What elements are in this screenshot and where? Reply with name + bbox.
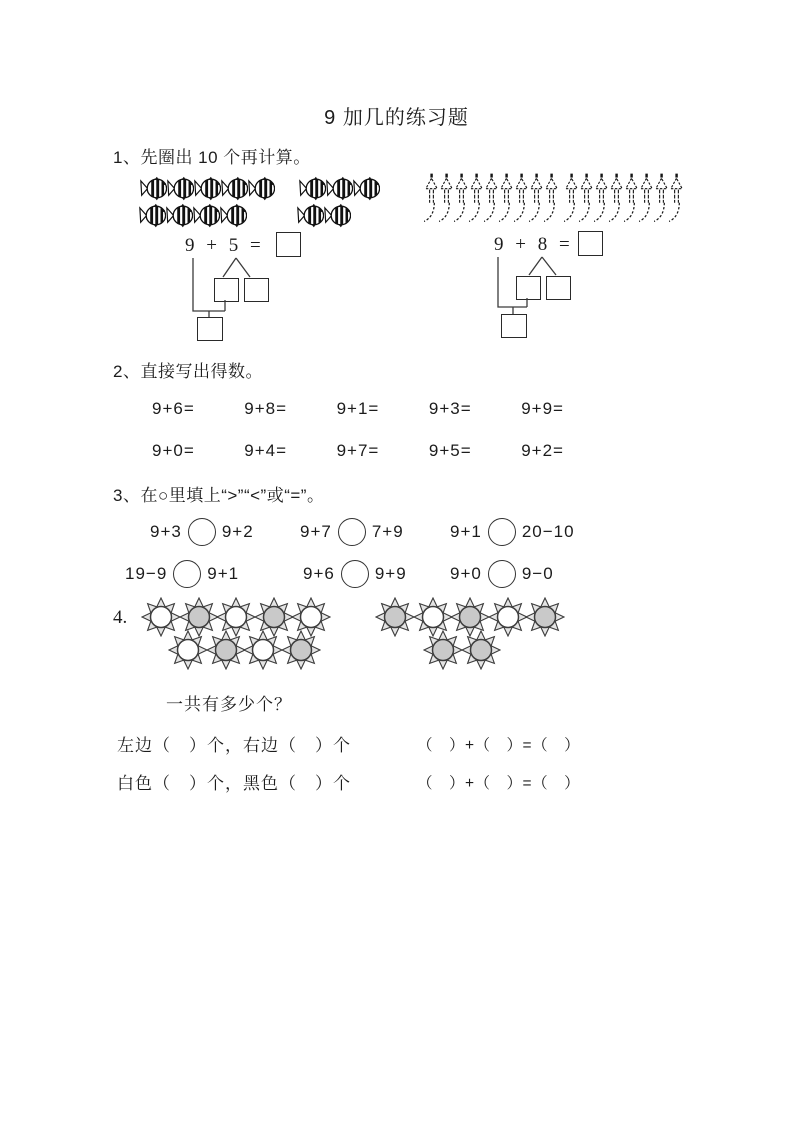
fish-icon [140,176,167,201]
q1-left-decomp-box-2 [244,278,269,302]
equation-item: 9+8= [244,399,288,418]
sun-icon [206,630,246,670]
sun-row-right-2 [423,630,498,670]
right-expression: 9−0 [521,563,554,583]
fish-icon [221,176,248,201]
chick-icon [454,171,469,225]
comparison-group [300,517,404,546]
left-expression: 9+1 [450,521,482,541]
equation-item: 9+6= [152,399,195,418]
comparison-circle [173,560,201,588]
q1-left-decomp-box-3 [197,317,223,341]
sun-icon [525,597,565,637]
q4-line2-text: 白色（ ）个，黑色（ ）个 [117,774,351,793]
q2-row-1 [152,399,564,419]
sun-row-left-2 [168,630,318,670]
comparison-circle [341,560,369,588]
q1-left-decomp-box-1 [214,278,239,302]
comparison-circle [338,518,366,546]
right-expression: 20−10 [521,521,575,541]
comparison-circle [488,518,516,546]
equation-item: 9+4= [244,441,288,460]
left-expression: 19−9 [125,563,168,583]
chick-group-left [424,171,559,225]
left-expression: 9+7 [300,521,332,541]
q1-left-answer-box [276,232,301,257]
chick-icon [544,171,559,225]
q2-label: 2、直接写出得数。 [113,362,263,381]
comparison-group [303,559,407,588]
fish-icon [166,203,193,228]
equation-item: 9+0= [152,441,195,460]
equation-item: 9+1= [336,399,380,418]
q4-number: 4. [113,607,128,628]
chick-icon [514,171,529,225]
q1-left-equation: 9 + 5 = [185,235,261,256]
equation-item: 9+5= [428,441,472,460]
fish-icon [167,176,194,201]
q4-line1-text: 左边（ ）个，右边（ ）个 [117,736,351,755]
fish-icon [193,203,220,228]
page-title: 9 加几的练习题 [324,107,469,129]
chick-icon [529,171,544,225]
chick-icon [579,171,594,225]
fish-icon [326,176,353,201]
sun-icon [423,630,463,670]
chick-group-right [564,171,684,225]
equation-item: 9+7= [336,441,380,460]
chick-icon [594,171,609,225]
chick-icon [439,171,454,225]
q3-label: 3、在○里填上“>”“<”或“=”。 [113,486,325,505]
fish-icon [299,176,326,201]
fish-row-1-left [140,176,275,201]
left-expression: 9+3 [150,521,182,541]
fish-row-2-right [297,203,351,228]
right-expression: 9+1 [207,563,240,583]
right-expression: 7+9 [371,521,404,541]
fish-icon [324,203,351,228]
fish-icon [297,203,324,228]
q1-right-decomp-box-2 [546,276,571,300]
q4-question: 一共有多少个？ [166,695,292,714]
chick-icon [639,171,654,225]
q1-right-decomp-box-3 [501,314,527,338]
chick-icon [609,171,624,225]
sun-icon [281,630,321,670]
q4-line2-equation: （ ）+（ ）=（ ） [417,775,581,792]
chick-icon [669,171,684,225]
sun-icon [375,597,415,637]
chick-icon [469,171,484,225]
fish-icon [248,176,275,201]
chick-icon [624,171,639,225]
equation-item: 9+9= [521,399,564,418]
q1-label: 1、先圈出 10 个再计算。 [113,148,311,167]
chick-icon [654,171,669,225]
fish-icon [220,203,247,228]
fish-icon [353,176,380,201]
left-expression: 9+0 [450,563,482,583]
q1-right-decomp-box-1 [516,276,541,300]
sun-icon [243,630,283,670]
right-expression: 9+2 [221,521,254,541]
chick-icon [424,171,439,225]
chick-icon [499,171,514,225]
right-expression: 9+9 [374,563,407,583]
comparison-group [450,559,554,588]
fish-row-2-left [139,203,247,228]
comparison-circle [488,560,516,588]
comparison-group [450,517,575,546]
left-expression: 9+6 [303,563,335,583]
chick-icon [564,171,579,225]
comparison-circle [188,518,216,546]
fish-icon [194,176,221,201]
q2-row-2 [152,441,564,461]
chick-icon [484,171,499,225]
sun-icon [168,630,208,670]
q1-right-answer-box [578,231,603,256]
comparison-group [125,559,239,588]
sun-icon [461,630,501,670]
equation-item: 9+2= [521,441,564,460]
equation-item: 9+3= [428,399,472,418]
fish-icon [139,203,166,228]
q1-right-equation: 9 + 8 = [494,234,570,255]
fish-row-1-right [299,176,380,201]
q4-line1-equation: （ ）+（ ）=（ ） [417,737,581,754]
comparison-group [150,517,254,546]
